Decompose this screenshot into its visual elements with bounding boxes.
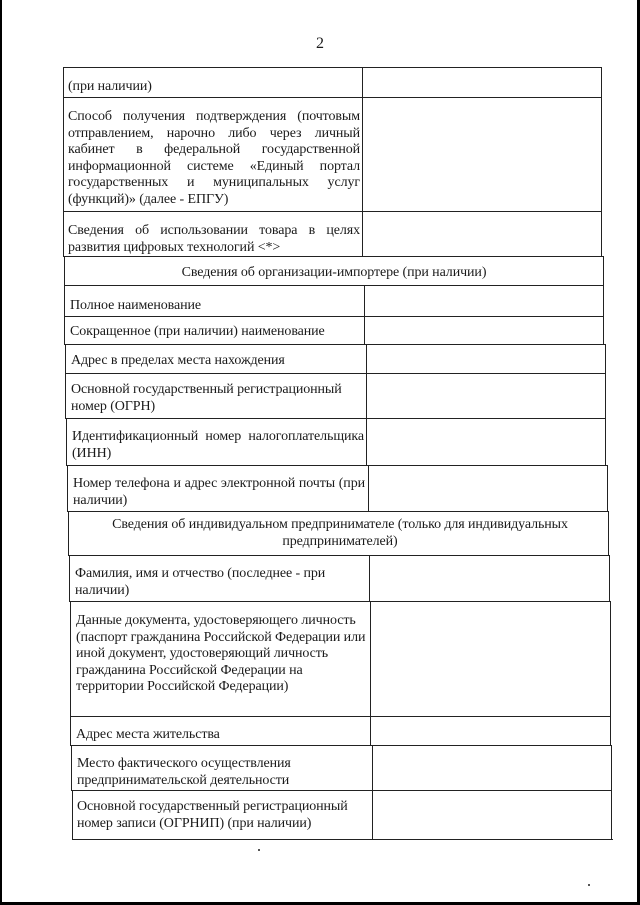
table-rule (63, 67, 602, 68)
section-heading-entrepreneur: Сведения об индивидуальном предпринимателе (только для индивидуальных предпринимателей) (112, 517, 568, 549)
table-border-left (66, 418, 67, 466)
table-rule (65, 418, 606, 419)
row-label-residence-address: Адрес места жительства (76, 727, 220, 742)
row-label-ogrnip: Основной государственный регистрационный номер записи (ОГРНИП) (при наличии) (77, 799, 348, 831)
table-rule (64, 344, 605, 345)
table-rule (67, 511, 608, 512)
table-border-left (68, 511, 69, 556)
column-divider (370, 601, 371, 746)
table-rule (66, 465, 607, 466)
row-label-identity-document: Данные документа, удостоверяющего личность (паспорт гражданина Российской Федерации или иной документ, удостоверяющий личность гражданина Российской Федерации на территории Российской Федерации) (76, 613, 366, 695)
table-rule (64, 285, 604, 286)
table-rule (71, 790, 612, 791)
table-rule (69, 601, 610, 602)
table-rule (68, 555, 609, 556)
table-rule (63, 256, 603, 257)
table-border-left (71, 745, 72, 791)
row-label-business-place: Место фактического осуществления предпринимательской деятельности (77, 756, 291, 788)
table-border-right (608, 511, 609, 556)
page-number: 2 (316, 35, 324, 52)
table-rule (70, 716, 611, 717)
table-border-left (69, 555, 70, 602)
row-label-inn: Идентификационный номер налогоплательщика (ИНН) (72, 429, 364, 461)
table-border-right (610, 601, 611, 746)
table-border-right (607, 465, 608, 512)
table-rule (63, 211, 602, 212)
table-rule (70, 745, 611, 746)
table-border-left (70, 601, 71, 746)
column-divider (369, 555, 370, 602)
row-label-full-name: Полное наименование (70, 298, 201, 313)
table-border-right (611, 745, 612, 840)
row-label-availability: (при наличии) (68, 79, 152, 94)
table-border-right (605, 344, 606, 466)
row-label-ogrn: Основной государственный регистрационный номер (ОГРН) (71, 382, 342, 414)
table-border-right (601, 67, 602, 257)
table-rule (64, 316, 604, 317)
row-label-full-person-name: Фамилия, имя и отчество (последнее - при наличии) (75, 566, 326, 598)
section-heading-importer: Сведения об организации-импортере (при наличии) (181, 265, 487, 280)
table-border-left (63, 67, 64, 257)
table-rule (65, 373, 606, 374)
scan-speck (258, 849, 260, 851)
table-rule (72, 839, 613, 840)
row-label-contacts: Номер телефона и адрес электронной почты (при наличии) (73, 476, 365, 508)
scan-edge-left (0, 0, 2, 905)
table-border-right (609, 555, 610, 602)
table-border-left (72, 790, 73, 840)
column-divider (368, 465, 369, 512)
table-border-left (65, 344, 66, 419)
row-label-confirmation-method: Способ получения подтверждения (почтовым отправлением, нарочно либо через личный кабинет в федеральной государственной информационной системе «Единый портал государственных и муниципальных услуг (функций)» (далее - ЕПГУ) (68, 109, 360, 207)
row-label-digital-tech-usage: Сведения об использовании товара в целях развития цифровых технологий <*> (68, 223, 360, 255)
scan-speck (588, 884, 590, 886)
row-label-legal-address: Адрес в пределах места нахождения (71, 353, 285, 368)
table-border-left (67, 465, 68, 512)
column-divider (362, 67, 363, 257)
row-label-short-name: Сокращенное (при наличии) наименование (70, 324, 325, 339)
column-divider (364, 285, 365, 345)
table-rule (63, 97, 602, 98)
column-divider (366, 344, 367, 466)
